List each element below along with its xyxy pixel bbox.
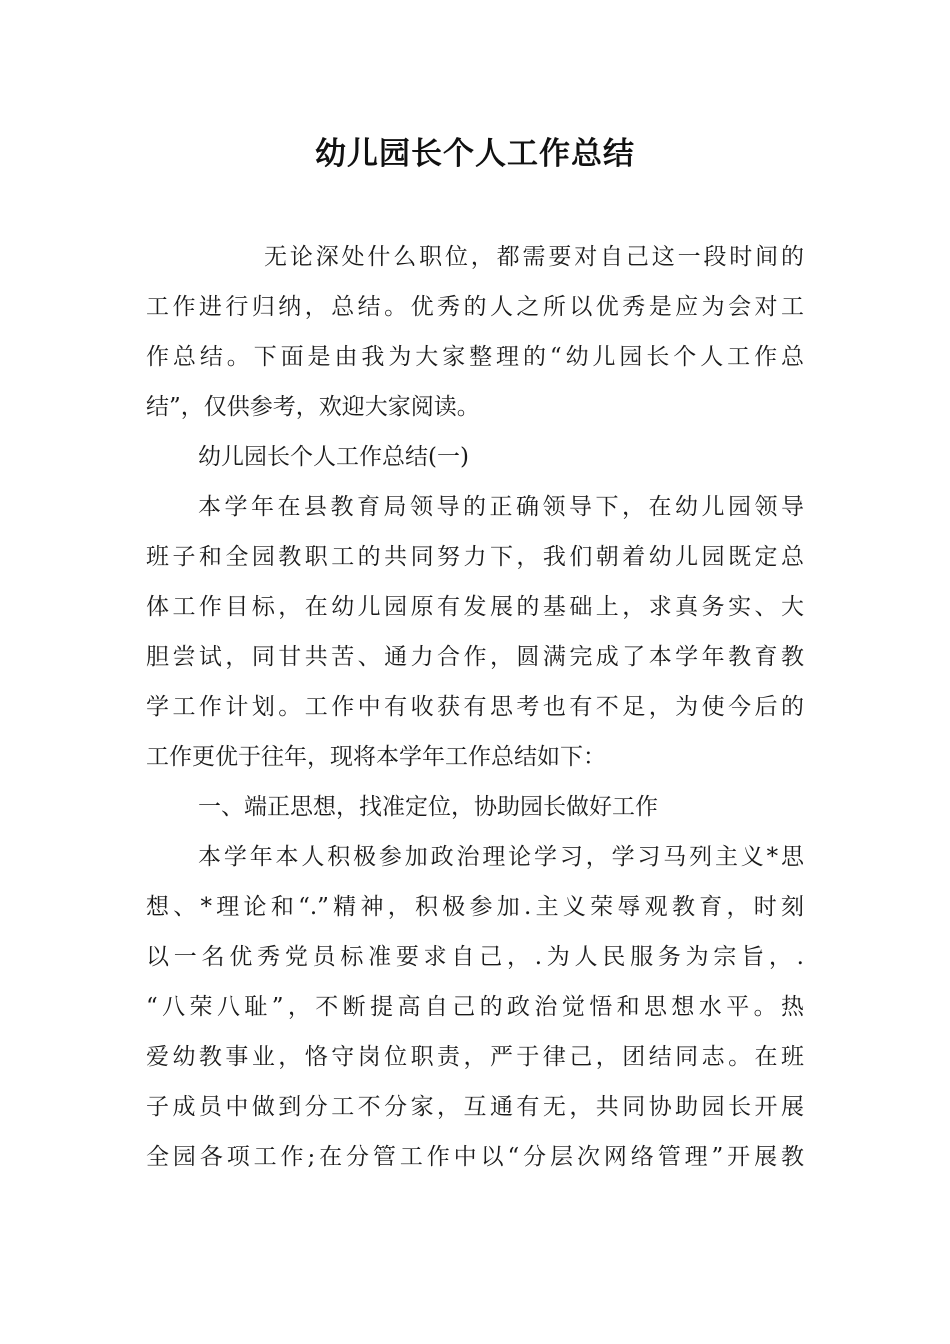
subheading-1: 一、端正思想，找准定位，协助园长做好工作 (198, 794, 658, 820)
intro-line-2: 工作进行归纳，总结。优秀的人之所以优秀是应为会对工 (146, 294, 804, 320)
paragraph-1-line-4: 胆尝试，同甘共苦、通力合作，圆满完成了本学年教育教 (146, 644, 804, 670)
intro-line-4: 结”，仅供参考，欢迎大家阅读。 (146, 394, 480, 420)
paragraph-1-line-2: 班子和全园教职工的共同努力下，我们朝着幼儿园既定总 (146, 544, 804, 570)
paragraph-2-line-3: 以一名优秀党员标准要求自己，.为人民服务为宗旨，. (146, 944, 804, 970)
section-heading-1: 幼儿园长个人工作总结(一) (198, 444, 469, 470)
paragraph-2-line-1: 本学年本人积极参加政治理论学习，学习马列主义*思 (198, 844, 804, 870)
paragraph-1-line-6: 工作更优于往年，现将本学年工作总结如下： (146, 744, 606, 770)
paragraph-2-line-7: 全园各项工作;在分管工作中以“分层次网络管理”开展教 (146, 1144, 804, 1170)
paragraph-2-line-5: 爱幼教事业，恪守岗位职责，严于律己，团结同志。在班 (146, 1044, 804, 1070)
paragraph-2-line-2: 想、*理论和“.”精神，积极参加.主义荣辱观教育，时刻 (146, 894, 804, 920)
paragraph-2-line-6: 子成员中做到分工不分家，互通有无，共同协助园长开展 (146, 1094, 804, 1120)
document-body (146, 232, 804, 1182)
document-title: 幼儿园长个人工作总结 (315, 136, 635, 172)
intro-line-1: 无论深处什么职位，都需要对自己这一段时间的 (264, 244, 804, 270)
paragraph-1-line-5: 学工作计划。工作中有收获有思考也有不足，为使今后的 (146, 694, 804, 720)
intro-line-3: 作总结。下面是由我为大家整理的“幼儿园长个人工作总 (146, 344, 804, 370)
paragraph-2-line-4: “八荣八耻”，不断提高自己的政治觉悟和思想水平。热 (146, 994, 804, 1020)
paragraph-1-line-1: 本学年在县教育局领导的正确领导下，在幼儿园领导 (198, 494, 804, 520)
paragraph-1-line-3: 体工作目标，在幼儿园原有发展的基础上，求真务实、大 (146, 594, 804, 620)
